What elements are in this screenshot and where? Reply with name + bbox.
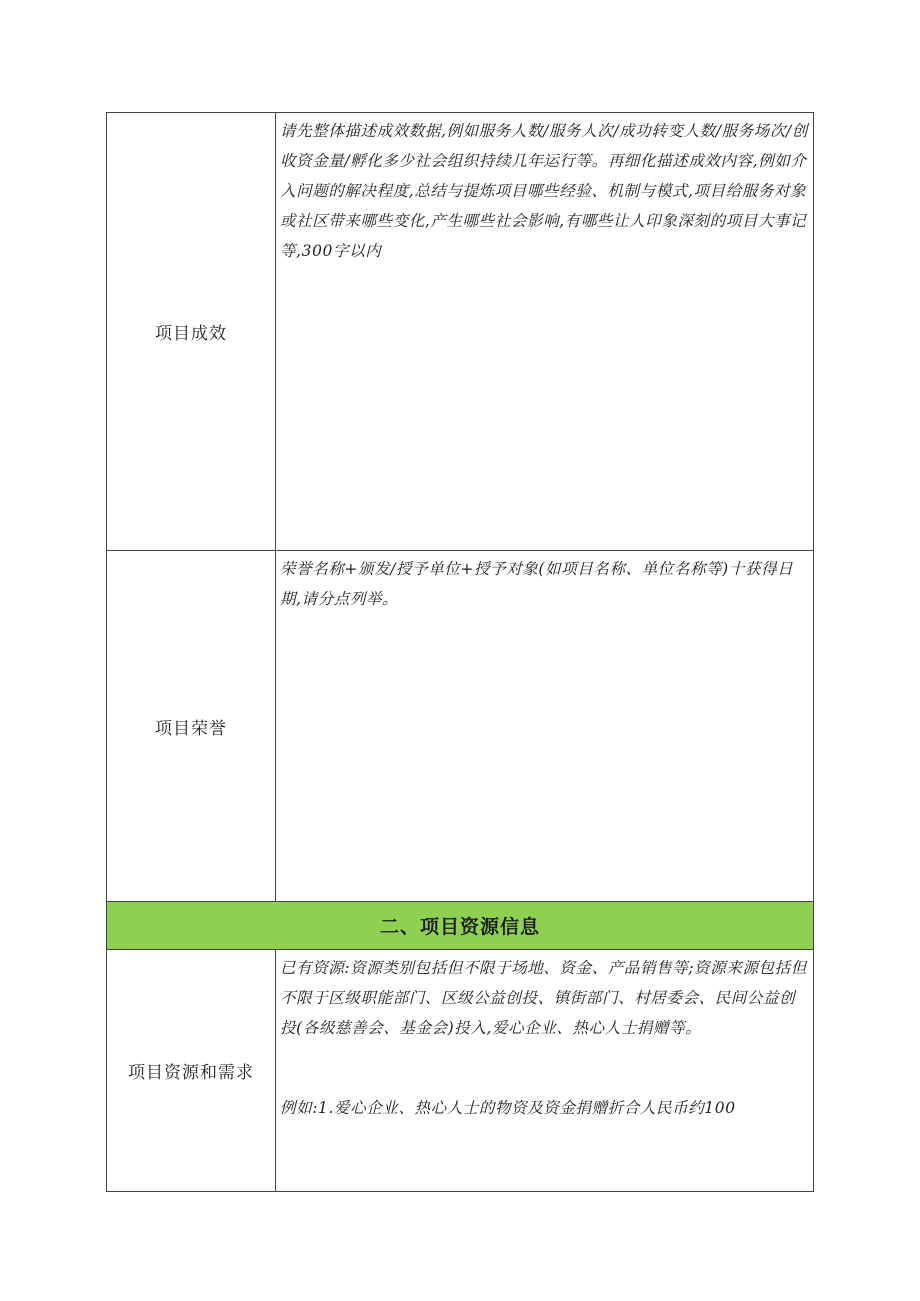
honors-label: 项目荣誉 xyxy=(107,551,276,902)
honors-row xyxy=(107,551,814,902)
resources-row xyxy=(107,950,814,1192)
resources-content[interactable] xyxy=(276,950,814,1192)
section-header-row xyxy=(107,902,814,950)
resources-text-existing: 已有资源:资源类别包括但不限于场地、资金、产品销售等;资源来源包括但不限于区级职能部门、区级公益创投、镇街部门、村居委会、民间公益创投(各级慈善会、基金会)投入,爱心企业、热心人士捐赠等。 xyxy=(280,959,807,1037)
honors-content[interactable] xyxy=(276,551,814,902)
results-label: 项目成效 xyxy=(107,113,276,551)
paragraph-gap xyxy=(280,1043,811,1093)
resources-text-example: 例如:1.爱心企业、热心人士的物资及资金捐赠折合人民币约100 xyxy=(280,1099,736,1117)
results-row xyxy=(107,113,814,551)
project-info-form xyxy=(106,112,814,1192)
resources-label: 项目资源和需求 xyxy=(107,950,276,1192)
results-content[interactable] xyxy=(276,113,814,551)
section-title: 二、项目资源信息 xyxy=(107,902,814,950)
results-text: 请先整体描述成效数据,例如服务人数/服务人次/成功转变人数/服务场次/创收资金量/孵化多少社会组织持续几年运行等。再细化描述成效内容,例如介入问题的解决程度,总结与提炼项目哪些经验、机制与模式,项目给服务对象或社区带来哪些变化,产生哪些社会影响,有哪些让人印象深刻的项目大事记等,300字以内 xyxy=(280,122,808,260)
honors-text: 荣誉名称+颁发/授予单位+授予对象(如项目名称、单位名称等)十获得日期,请分点列举。 xyxy=(280,560,794,608)
